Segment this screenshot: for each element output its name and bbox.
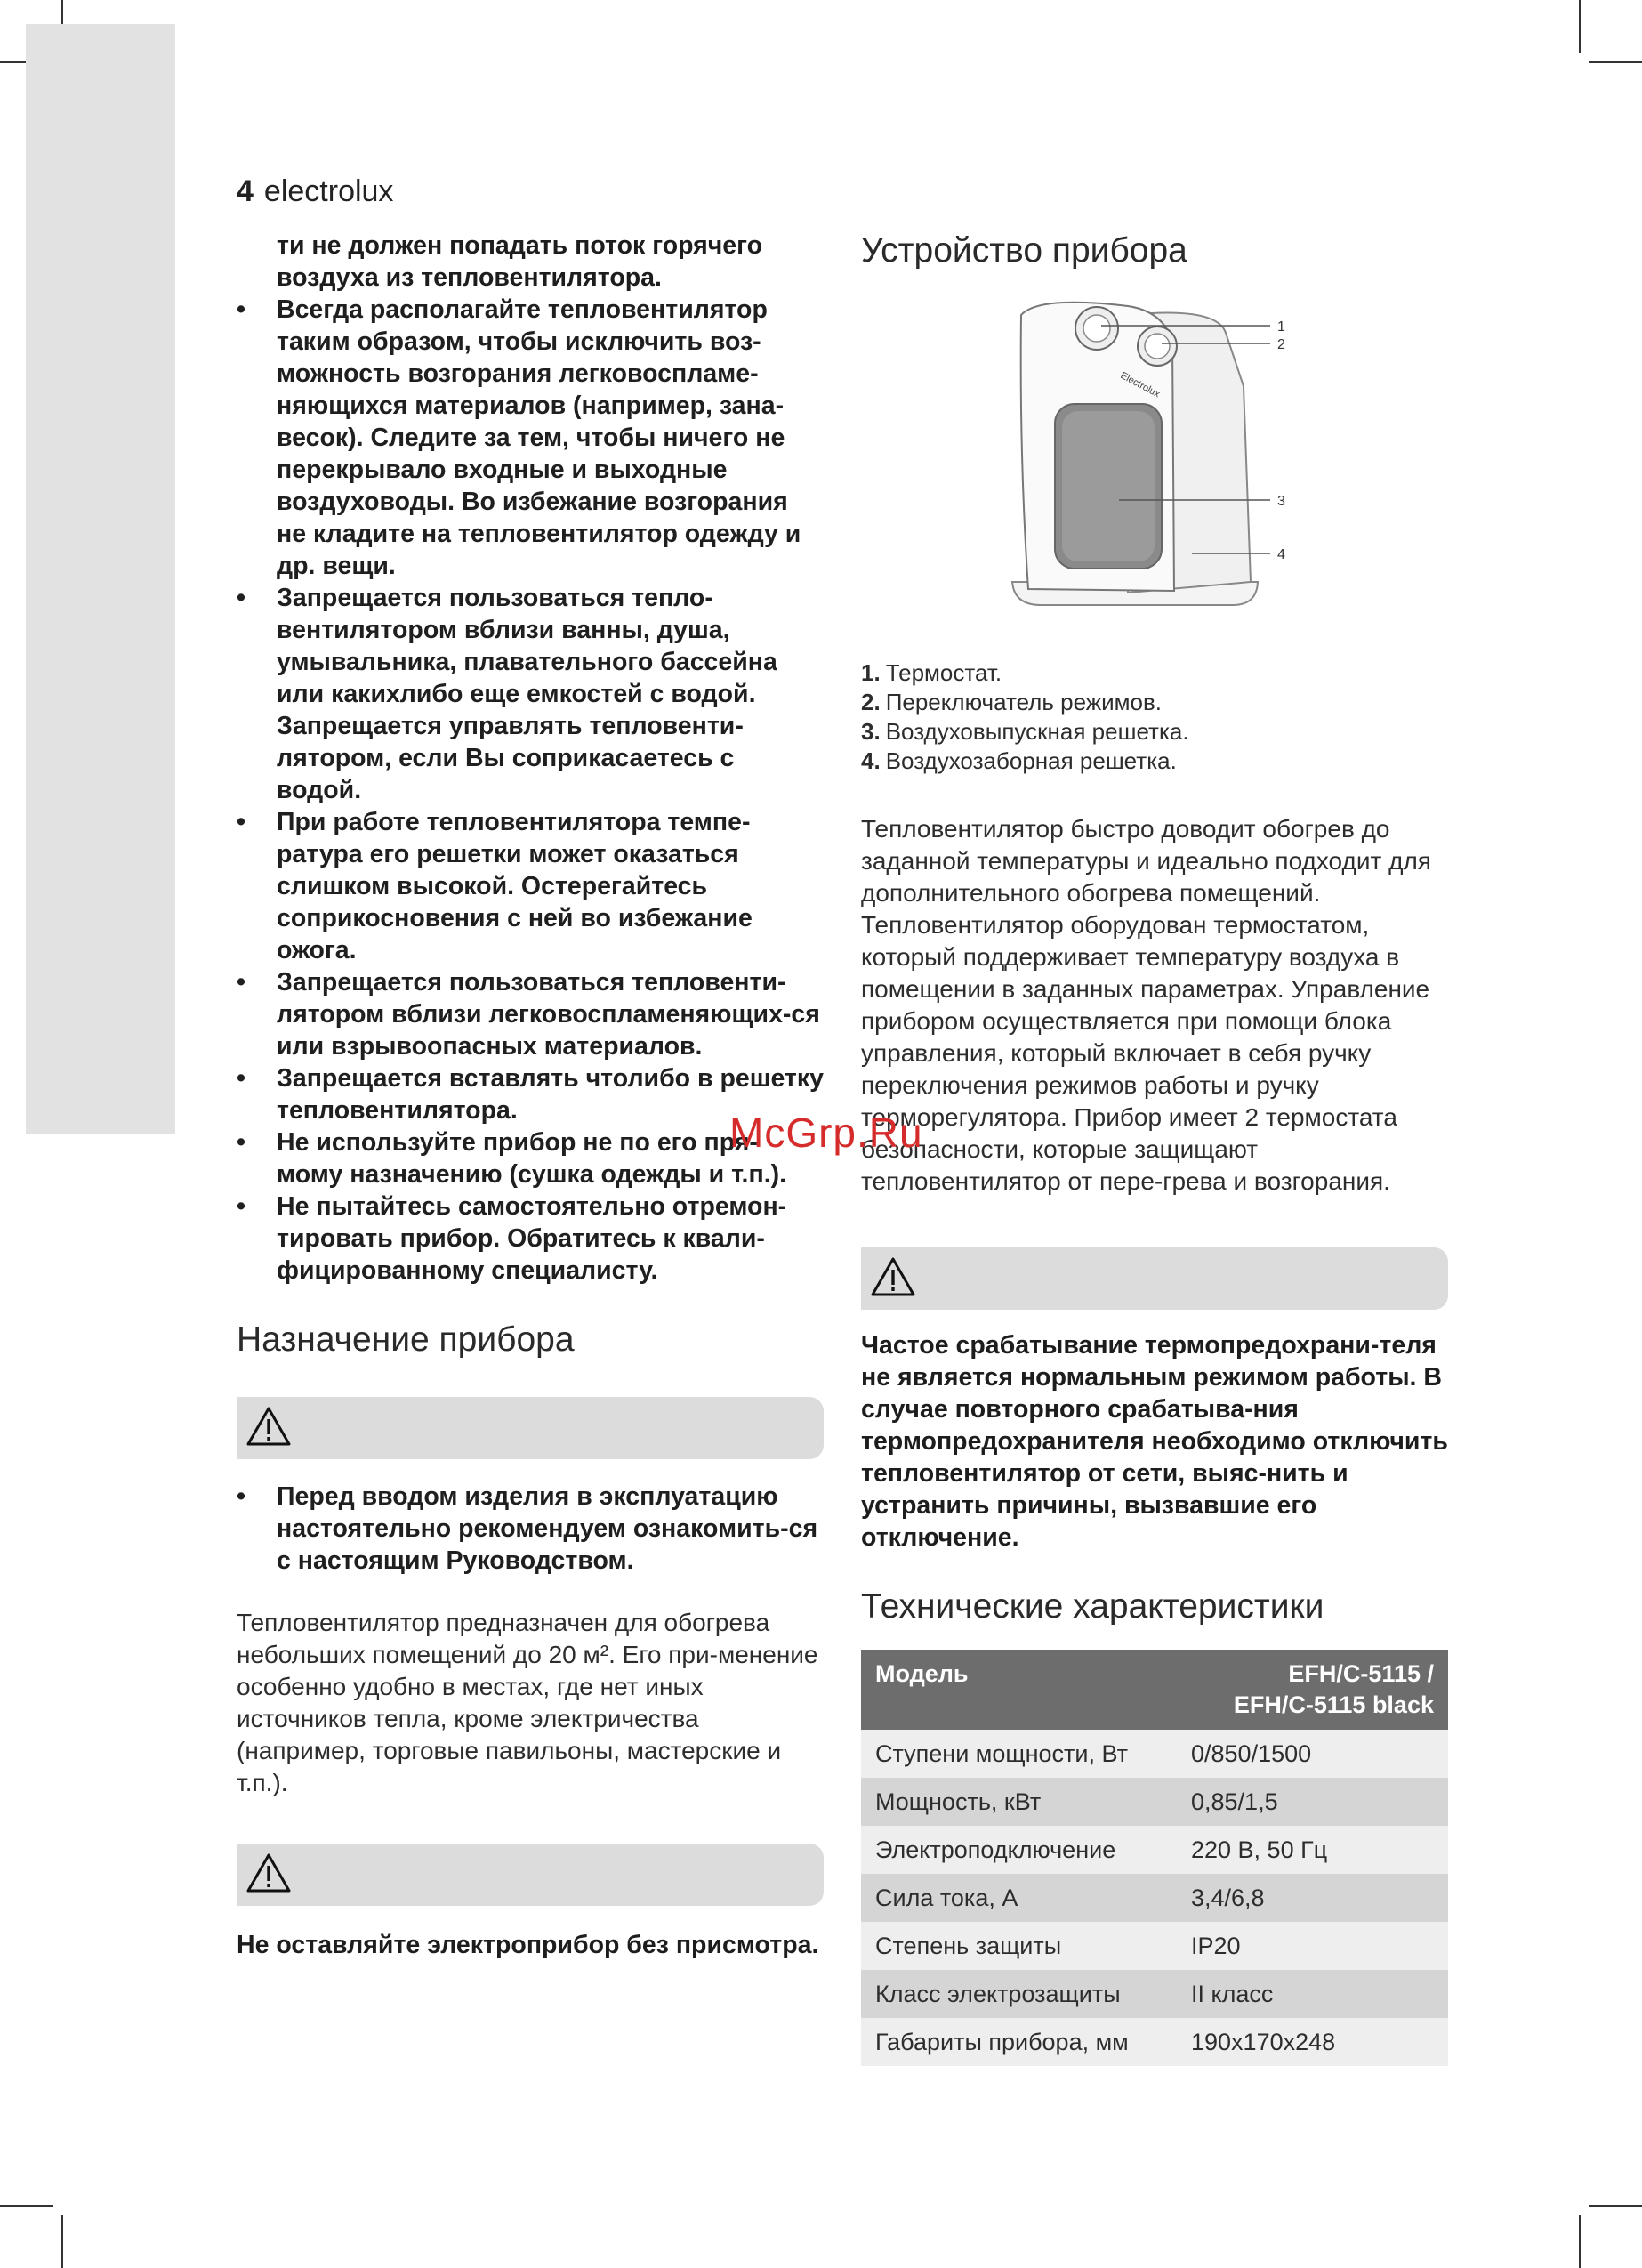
spec-label: Ступени мощности, Вт xyxy=(861,1730,1177,1778)
bullet-item: • Всегда располагайте тепловентилятор таким образом, чтобы исключить воз-можность возгорания легковоспламе-няющихся материалов (например, зана-весок). Следите за тем, чтобы ничего не перекрывало входные и выходные воздуховоды. Во избежание возгорания не кладите на тепловентилятор одежду и др. вещи. xyxy=(237,294,824,582)
spec-value: 220 В, 50 Гц xyxy=(1177,1826,1448,1874)
brand-name: electrolux xyxy=(263,174,394,208)
list-item xyxy=(861,747,1448,776)
device-title: Устройство прибора xyxy=(861,231,1187,270)
bullet-item: • Не пытайтесь самостоятельно отремон-тировать прибор. Обратитесь к квали-фицированному специалисту. xyxy=(237,1190,824,1287)
part-number: 2. xyxy=(861,689,881,715)
list-item xyxy=(861,717,1448,747)
crop-mark xyxy=(0,2205,53,2207)
spec-value: II класс xyxy=(1177,1970,1448,2018)
table-row xyxy=(861,1826,1448,1874)
list-item xyxy=(861,688,1448,717)
part-number: 3. xyxy=(861,718,881,745)
table-row xyxy=(861,1970,1448,2018)
part-number: 4. xyxy=(861,747,881,774)
crop-mark xyxy=(1589,61,1642,63)
spec-label: Мощность, кВт xyxy=(861,1778,1177,1826)
right-column xyxy=(861,230,1448,2066)
crop-mark xyxy=(1579,0,1581,53)
crop-mark xyxy=(1579,2215,1581,2268)
watermark: McGrp.Ru xyxy=(729,1110,923,1156)
side-tab xyxy=(26,24,175,1134)
spec-label: Сила тока, А xyxy=(861,1874,1177,1922)
table-row xyxy=(861,1874,1448,1922)
device-logo: Electrolux xyxy=(1118,370,1162,400)
part-label: Переключатель режимов. xyxy=(885,689,1163,715)
callout-1: 1 xyxy=(1277,319,1285,335)
part-label: Воздуховыпускная решетка. xyxy=(885,718,1189,745)
table-row xyxy=(861,1730,1448,1778)
continuation-text: ти не должен попадать поток горячего воздуха из тепловентилятора. xyxy=(277,231,763,292)
bullet-item: • При работе тепловентилятора темпе-ратура его решетки может оказаться слишком высокой. Остерегайтесь соприкосновения с ней во избежание ожога. xyxy=(237,806,824,966)
warning-bar xyxy=(861,1247,1448,1310)
warning-triangle-icon xyxy=(245,1852,292,1893)
spec-value: IP20 xyxy=(1177,1922,1448,1970)
bullet-item: • Не используйте прибор не по его пря-мому назначению (сушка одежды и т.п.). xyxy=(237,1126,824,1190)
model-line-1: EFH/C-5115 / xyxy=(1288,1660,1434,1687)
header-value xyxy=(1177,1650,1448,1730)
part-label: Воздухозаборная решетка. xyxy=(885,747,1177,774)
spec-label: Класс электрозащиты xyxy=(861,1970,1177,2018)
device-description: Тепловентилятор быстро доводит обогрев до заданной температуры и идеально подходит для дополнительного обогрева помещений. Тепловентилятор оборудован термостатом, который поддерживает температуру воздуха в помещении в заданных параметрах. Управление прибором осуществляется при помощи блока управления, который включает в себя ручку переключения режимов работы и ручку терморегулятора. Прибор имеет 2 термостата безопасности, которые защищают тепловентилятор от пере-грева и возгорания. xyxy=(861,815,1431,1195)
warning-triangle-icon xyxy=(870,1256,916,1297)
spec-value: 0/850/1500 xyxy=(1177,1730,1448,1778)
callout-3: 3 xyxy=(1277,494,1285,509)
spec-label: Электроподключение xyxy=(861,1826,1177,1874)
header-label: Модель xyxy=(861,1650,1177,1730)
page-header xyxy=(237,174,393,209)
bullet-item: • Перед вводом изделия в эксплуатацию настоятельно рекомендуем ознакомить-ся с настоящим Руководством. xyxy=(237,1481,824,1577)
warning-triangle-icon xyxy=(245,1406,292,1447)
warning-bar xyxy=(237,1844,824,1906)
unattended-warning: Не оставляйте электроприбор без присмотра. xyxy=(237,1931,819,1959)
table-header-row xyxy=(861,1650,1448,1730)
page-number: 4 xyxy=(237,174,254,208)
spec-value: 190x170x248 xyxy=(1177,2018,1448,2066)
spec-label: Степень защиты xyxy=(861,1922,1177,1970)
spec-value: 3,4/6,8 xyxy=(1177,1874,1448,1922)
part-label: Термостат. xyxy=(885,659,1002,686)
bullet-item: • Запрещается пользоваться тепло-вентилятором вблизи ванны, душа, умывальника, плавательного бассейна или какихлибо еще емкостей с водой. Запрещается управлять тепловенти-лятором, если Вы соприкасаетесь с водой. xyxy=(237,582,824,806)
table-row xyxy=(861,1778,1448,1826)
callout-4: 4 xyxy=(1277,547,1285,562)
model-line-2: EFH/C-5115 black xyxy=(1233,1691,1434,1718)
crop-mark xyxy=(61,2215,63,2268)
fuse-warning: Частое срабатывание термопредохрани-теля не является нормальным режимом работы. В случае повторного срабатыва-ния термопредохранителя необходимо отключить тепловентилятор от сети, выяс-нить и устранить причины, вызвавшие его отключение. xyxy=(861,1331,1448,1552)
bullet-item: • Запрещается пользоваться тепловенти-лятором вблизи легковоспламеняющих-ся или взрывоопасных материалов. xyxy=(237,966,824,1062)
heater-drawing xyxy=(861,279,1448,635)
part-number: 1. xyxy=(861,659,881,686)
left-column xyxy=(237,230,824,1961)
warning-bar xyxy=(237,1397,824,1459)
specs-table xyxy=(861,1650,1448,2066)
bullet-item: • Запрещается вставлять чтолибо в решетку тепловентилятора. xyxy=(237,1062,824,1126)
purpose-warning-list xyxy=(237,1481,824,1577)
crop-mark xyxy=(1589,2205,1642,2207)
callout-2: 2 xyxy=(1277,337,1285,352)
spec-value: 0,85/1,5 xyxy=(1177,1778,1448,1826)
table-row xyxy=(861,1922,1448,1970)
device-illustration xyxy=(861,279,1448,635)
spec-label: Габариты прибора, мм xyxy=(861,2018,1177,2066)
specs-title: Технические характеристики xyxy=(861,1587,1324,1626)
purpose-title: Назначение прибора xyxy=(237,1320,575,1359)
purpose-text: Тепловентилятор предназначен для обогрева небольших помещений до 20 м². Его при-менение особенно удобно в местах, где нет иных источников тепла, кроме электричества (например, торговые павильоны, мастерские и т.п.). xyxy=(237,1609,818,1796)
parts-list xyxy=(861,658,1448,776)
table-row xyxy=(861,2018,1448,2066)
list-item xyxy=(861,658,1448,688)
